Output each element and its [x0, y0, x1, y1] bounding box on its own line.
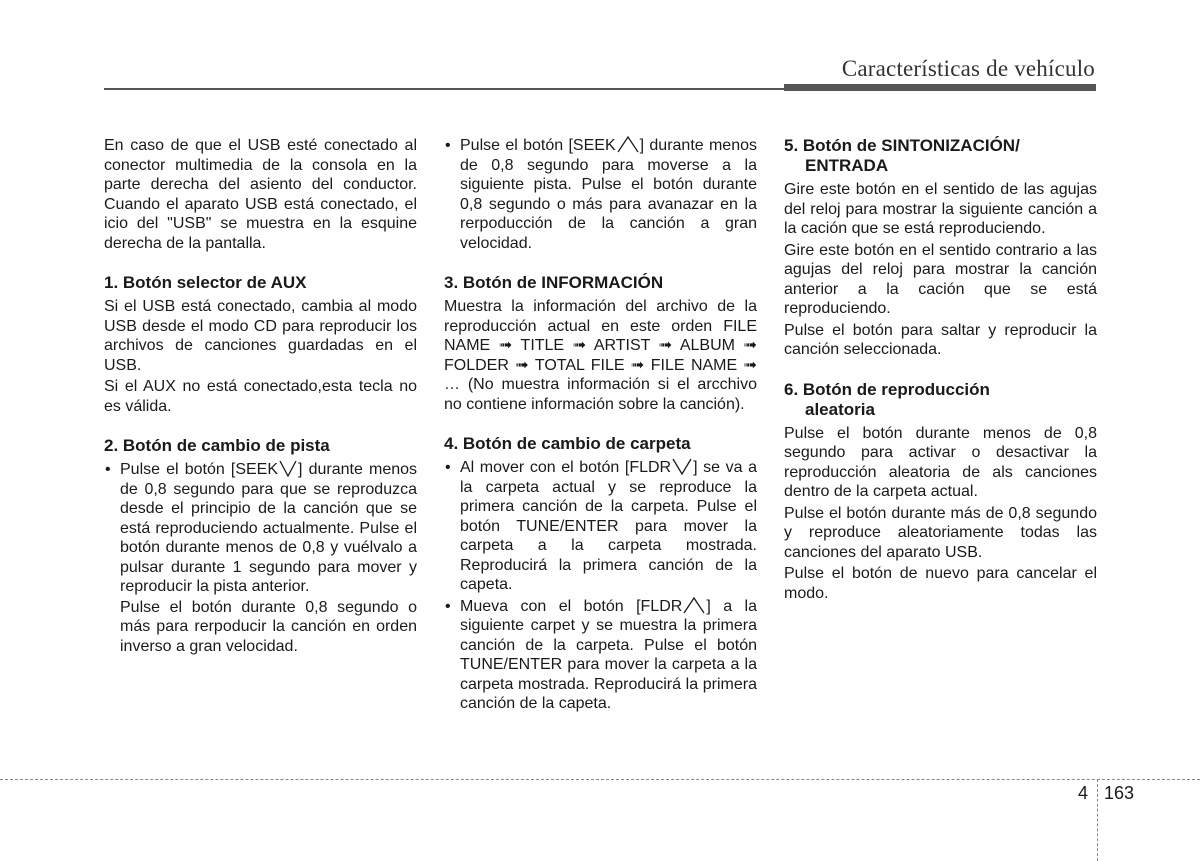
section-5-title-line-2: ENTRADA: [805, 156, 889, 175]
column-3: [784, 136, 1097, 605]
fldr-up-text-post: ] a la siguiente carpet y se muestra la primera canción de la carpeta. Pulse el botón TUNE/ENTER para mover la carpeta a la carpeta mostrada. Reproducirá la primera canción de la capeta.: [460, 597, 757, 712]
list-item: [444, 458, 757, 595]
seek-up-text-post: ] durante menos de 0,8 segundo para moverse a la siguiente pista. Pulse el botón durante 0,8 segundo o más para avanazar en la rerpoducción de la canción a gran velocidad.: [460, 137, 758, 252]
seek-up-list: [444, 136, 757, 253]
chevron-up-icon: [617, 136, 639, 153]
section-5-paragraph-2: Gire este botón en el sentido contrario a las agujas del reloj para mostrar la canción anterior a la cación que se está reproduciendo.: [784, 241, 1097, 317]
footer-dashed-rule: [0, 779, 1200, 780]
section-1-title: 1. Botón selector de AUX: [104, 273, 307, 292]
fldr-down-text-pre: Al mover con el botón [FLDR: [460, 459, 672, 476]
section-6-paragraph-3: Pulse el botón de nuevo para cancelar el modo.: [784, 565, 1097, 602]
section-1-paragraph-1: Si el USB está conectado, cambia al modo USB desde el modo CD para reproducir los archivos de canciones guardadas en el USB.: [104, 298, 417, 374]
list-item: [444, 136, 757, 253]
page-number: 163: [1104, 783, 1135, 803]
seek-down-text-pre: Pulse el botón [SEEK: [120, 461, 279, 478]
column-1: [104, 136, 417, 658]
chapter-number: 4: [1078, 783, 1089, 803]
section-1-paragraph-2: Si el AUX no está conectado,esta tecla no es válida.: [104, 378, 417, 415]
section-4-title: 4. Botón de cambio de carpeta: [444, 434, 691, 453]
section-5-paragraph-3: Pulse el botón para saltar y reproducir la canción seleccionada.: [784, 321, 1097, 358]
fldr-down-text-post: ] se va a la carpeta actual y se reproduce la primera canción de la carpeta. Pulse el botón TUNE/ENTER para mover la carpeta a la carpeta mostrada. Reproducirá la primera canción de la capeta.: [460, 459, 757, 593]
section-6-paragraph-2: Pulse el botón durante más de 0,8 segundo y reproduce aleatoriamente todas las canciones del aparato USB.: [784, 504, 1097, 561]
fldr-up-text-pre: Mueva con el botón [FLDR: [460, 597, 683, 615]
seek-up-text-pre: Pulse el botón [SEEK: [460, 137, 616, 154]
list-item: [444, 597, 757, 714]
section-3-title: 3. Botón de INFORMACIÓN: [444, 273, 664, 292]
section-2-list: [104, 460, 417, 656]
section-6-paragraph-1: Pulse el botón durante menos de 0,8 segundo para activar o desactivar la reproducción aleatoria de als canciones dentro de la carpeta actual.: [784, 424, 1097, 500]
header-rule-thin: [104, 88, 784, 90]
seek-down-continuation: Pulse el botón durante 0,8 segundo o más para rerpoducir la canción en orden inverso a gran velocidad.: [120, 598, 417, 655]
footer-dashed-divider: [1097, 779, 1098, 861]
column-2: [444, 136, 757, 716]
intro-paragraph: En caso de que el USB esté conectado al conector multimedia de la consola en la parte derecha del asiento del conductor. Cuando el aparato USB está conectado, el icio del "USB" se muestra en la esquine derecha de la pantalla.: [104, 137, 417, 252]
section-4-list: [444, 458, 757, 714]
chevron-down-icon: [279, 460, 297, 477]
list-item: [104, 460, 417, 656]
section-5-paragraph-1: Gire este botón en el sentido de las agujas del reloj para mostrar la siguiente canción a la cación que se está reproduciendo.: [784, 181, 1097, 237]
section-5-title-line-1: 5. Botón de SINTONIZACIÓN/: [784, 136, 1020, 155]
section-6-title-line-1: 6. Botón de reproducción: [784, 379, 990, 399]
section-2-title: 2. Botón de cambio de pista: [104, 436, 330, 455]
section-5-title: [784, 136, 1097, 176]
seek-down-text-post: ] durante menos de 0,8 segundo para que se reproduzca desde el principio de la canción que se está reproduciendo actualmente. Pulse el botón durante menos de 0,8 y vuélvalo a pulsar durante 1 segundo para mover y reproducir la pista anterior.: [120, 461, 418, 595]
page-header-title: Características de vehículo: [841, 56, 1095, 81]
chevron-down-icon: [672, 458, 692, 475]
header-rule-thick: [784, 84, 1096, 91]
section-6-title-line-2: aleatoria: [805, 399, 875, 419]
section-6-title: [784, 380, 1097, 420]
chevron-up-icon: [683, 597, 705, 614]
section-3-paragraph: Muestra la información del archivo de la reproducción actual en este orden FILE NAME ➟ TITLE ➟ ARTIST ➟ ALBUM ➟ FOLDER ➟ TOTAL FILE ➟ FILE NAME ➟ … (No muestra información si el arcchivo no contiene información sobre la canción).: [444, 298, 757, 413]
